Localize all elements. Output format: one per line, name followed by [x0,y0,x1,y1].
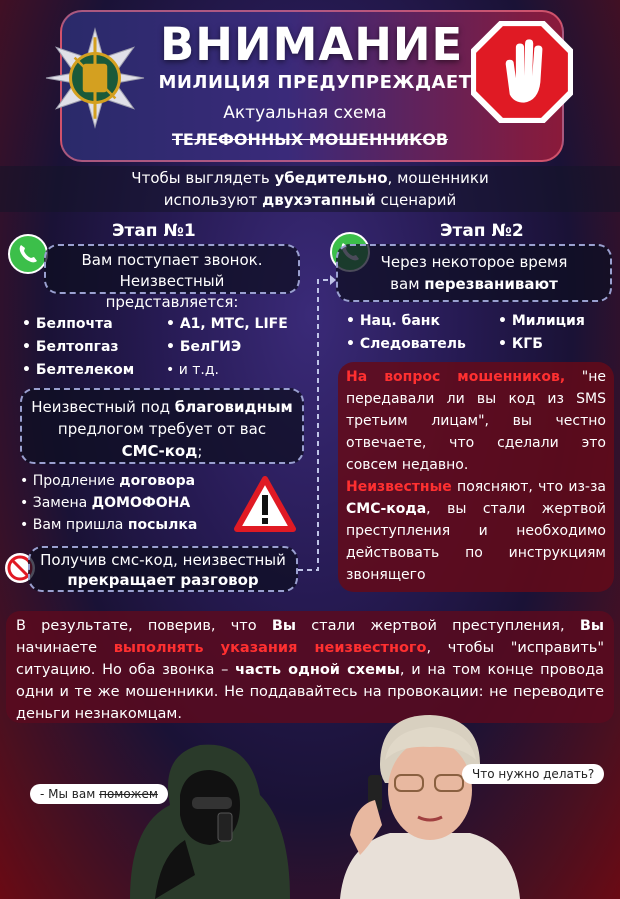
stage2-explanation: На вопрос мошенников, "не передавали ли вы код из SMS третьим лицам", вы честно отвечаете, что сделали это совсем недавно. Неизвестные поясняют, что из-за СМС-кода, вы стали жертвой преступления и необходимо действовать по инструкциям звонящего [338,362,614,592]
list-item: • Белтопгаз [22,336,134,359]
victim-speech-bubble: Что нужно делать? [462,764,604,784]
stage1-end-bubble: Получив смс-код, неизвестный прекращает разговор [28,546,298,592]
list-item: • БелГИЭ [166,336,288,359]
warning-icon [234,476,296,532]
list-item: • Вам пришла посылка [20,517,198,533]
stage2-call-bubble: Через некоторое время вам перезванивают [336,244,612,302]
conclusion-text: В результате, поверив, что Вы стали жертвой преступления, Вы начинаете выполнять указания неизвестного, чтобы "исправить" ситуацию. Но оба звонка – часть одной схемы, и на том конце провода одни и те же мошенники. Не поддавайтесь на провокации: не переводите деньги незнакомцам. [6,611,614,723]
stage2-orgs-right [498,310,585,356]
stage1-pretext-bubble: Неизвестный под благовидным предлогом требует от вас СМС-код; [20,388,304,464]
police-emblem-icon [44,27,146,129]
elderly-woman-illustration [330,705,530,899]
phone-call-icon [8,234,48,274]
fraudster-speech-bubble: - Мы вам поможем [30,784,168,804]
list-item: • и т.д. [166,359,288,382]
stage1-orgs-left [22,313,134,382]
stop-hand-icon [471,21,573,123]
list-item: • Продление договора [20,473,196,489]
stage-connector [296,268,336,578]
stage1-title: Этап №1 [112,221,196,241]
list-item: • КГБ [498,333,585,356]
fraudster-illustration [100,735,300,899]
stage2-title: Этап №2 [440,221,524,241]
list-item: • Белтелеком [22,359,134,382]
scheme-label: Актуальная схема [223,103,387,123]
stage1-orgs-right [166,313,288,382]
scheme-name: ТЕЛЕФОННЫХ МОШЕННИКОВ [171,130,449,149]
list-item: • Нац. банк [346,310,466,333]
list-item: • Милиция [498,310,585,333]
list-item: • Белпочта [22,313,134,336]
list-item: • Замена ДОМОФОНА [20,495,191,511]
intro-text: Чтобы выглядеть убедительно, мошенники используют двухэтапный сценарий [131,169,489,209]
page-subtitle: МИЛИЦИЯ ПРЕДУПРЕЖДАЕТ [158,72,472,93]
page-title: ВНИМАНИЕ [160,18,464,71]
stage1-call-bubble: Вам поступает звонок. Неизвестный представляется: [44,244,300,294]
list-item: • Следователь [346,333,466,356]
stage1-reasons [20,470,197,536]
list-item: • А1, МТС, LIFE [166,313,288,336]
stage2-orgs-left [346,310,466,356]
